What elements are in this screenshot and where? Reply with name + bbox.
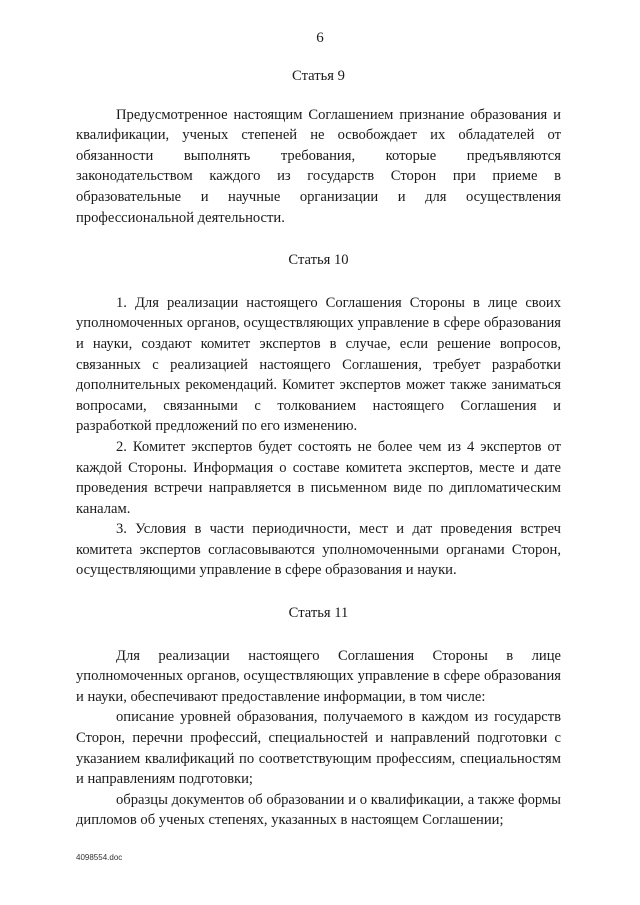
list-item: образцы документов об образовании и о квалификации, а также формы дипломов об ученых степенях, указанных в настоящем Соглашении; xyxy=(76,791,561,829)
list-item: описание уровней образования, получаемого в каждом из государств Сторон, перечни профессий, специальностей и направлений подготовки с указанием квалификаций по соответствующим профессиям, специальностям и направлениям подготовки; xyxy=(76,709,561,788)
article-title: Статья 9 xyxy=(292,68,345,84)
article-title: Статья 10 xyxy=(288,252,349,269)
article-title: Статья 11 xyxy=(288,605,349,622)
page-number: 6 xyxy=(316,30,324,46)
article-paragraph: 2. Комитет экспертов будет состоять не более чем из 4 экспертов от каждой Стороны. Информация о составе комитета экспертов, месте и дате проведения встречи направляется в письменном виде по дипломатическим каналам. xyxy=(76,438,561,517)
article-paragraph: Для реализации настоящего Соглашения Стороны в лице уполномоченных органов, осуществляющих управление в сфере образования и науки, обеспечивают предоставление информации, в том числе: xyxy=(76,647,561,705)
document-body xyxy=(76,66,561,831)
article-10 xyxy=(76,250,561,581)
file-name-footer: 4098554.doc xyxy=(76,853,123,862)
article-paragraph: 3. Условия в части периодичности, мест и дат проведения встреч комитета экспертов согласовываются уполномоченными органами Сторон, осуществляющими управление в сфере образования и науки. xyxy=(76,521,561,579)
article-11 xyxy=(76,603,561,831)
article-paragraph: 1. Для реализации настоящего Соглашения Стороны в лице своих уполномоченных органов, осуществляющих управление в сфере образования и науки, создают комитет экспертов в случае, если решение вопросов, связанных с реализацией настоящего Соглашения, требует разработки дополнительных рекомендаций. Комитет экспертов может также заниматься вопросами, связанными с толкованием настоящего Соглашения и разработкой предложений по его изменению. xyxy=(76,294,561,435)
article-paragraph: Предусмотренное настоящим Соглашением признание образования и квалификации, ученых степеней не освобождает их обладателей от обязанности выполнять требования, которые предъявляются законодательством каждого из государств Сторон при приеме в образовательные и научные организации и для осуществления профессиональной деятельности. xyxy=(76,106,561,226)
article-9 xyxy=(76,66,561,228)
